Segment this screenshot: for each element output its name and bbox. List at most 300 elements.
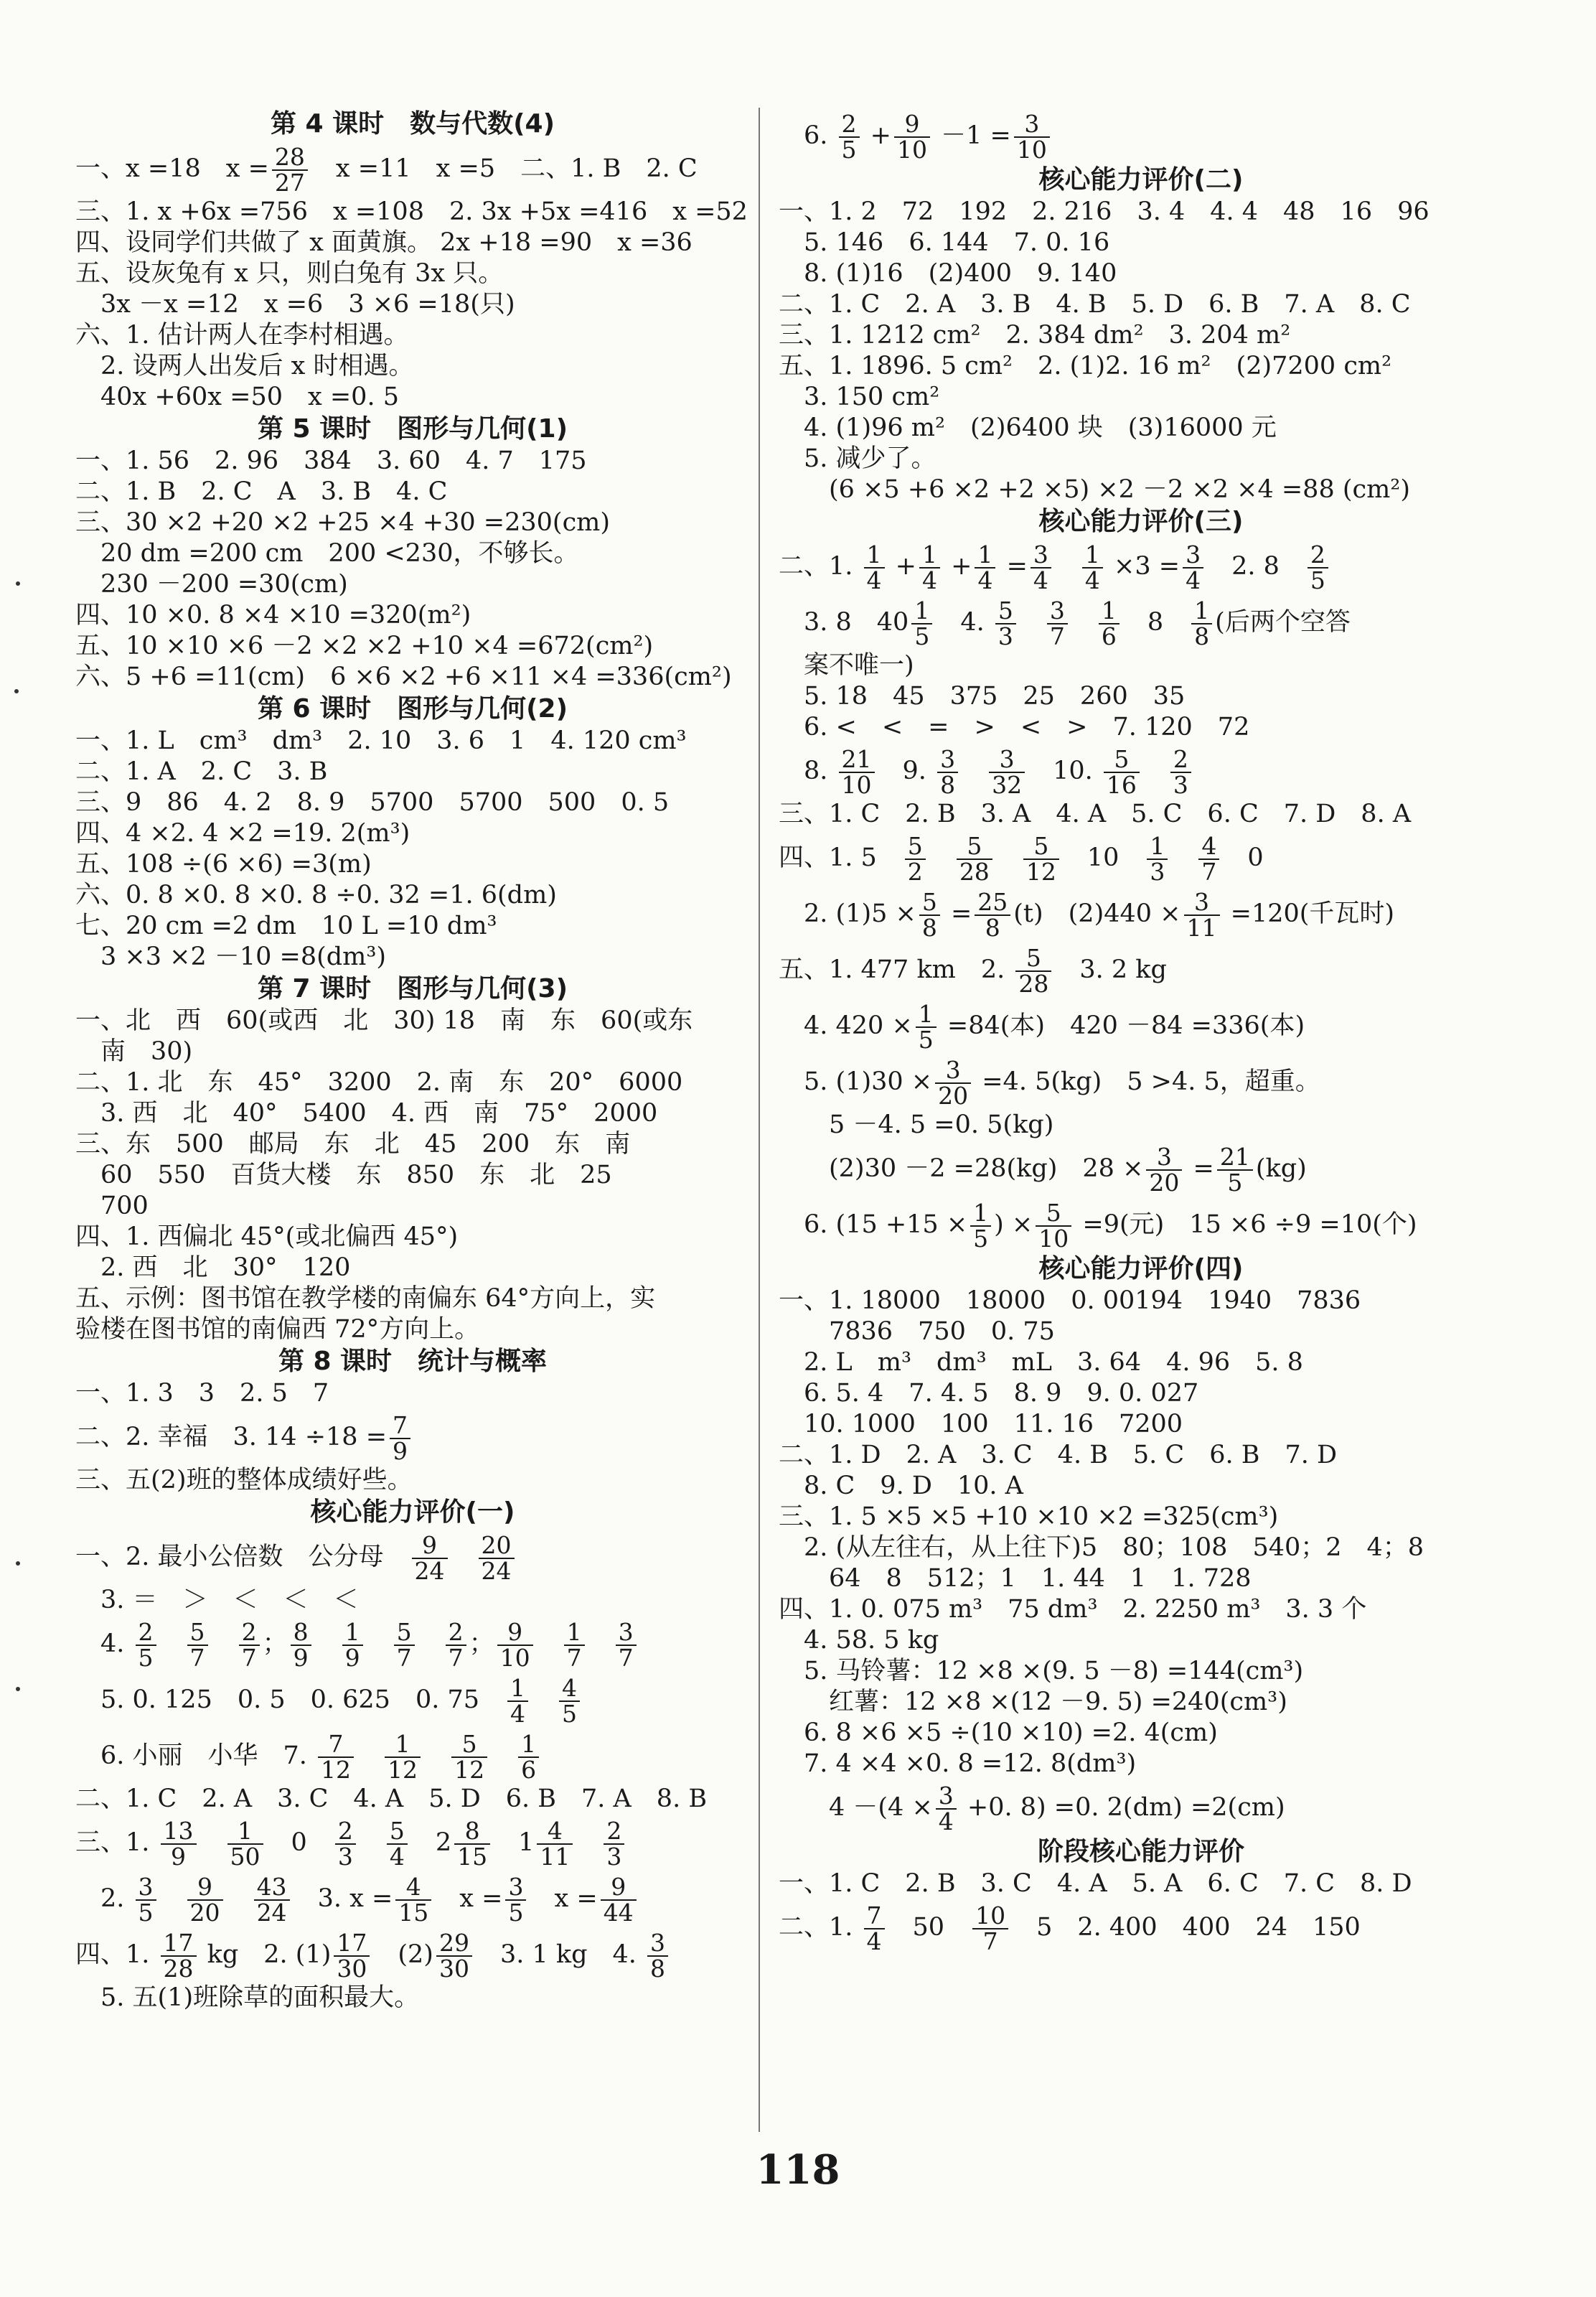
answer-text	[576, 1828, 601, 1857]
answer-text: =120(千瓦时)	[1222, 899, 1395, 928]
fraction-denominator: 28	[163, 1954, 194, 1983]
answer-text: 3. 8 40	[779, 608, 909, 637]
fraction-denominator: 28	[1018, 969, 1049, 998]
answer-line	[75, 1815, 750, 1871]
fraction-numerator: 9	[601, 1875, 637, 1901]
answer-line	[779, 799, 1503, 830]
fraction-numerator: 9	[187, 1875, 223, 1901]
fraction-numerator: 3	[1014, 112, 1050, 138]
fraction-denominator: 11	[1186, 913, 1217, 942]
fraction-denominator: 7	[1201, 857, 1217, 886]
answer-text: 7836 750 0. 75	[779, 1317, 1055, 1346]
fraction	[390, 1413, 410, 1464]
answer-text	[1142, 757, 1168, 785]
answer-text	[418, 1629, 443, 1658]
fraction	[911, 596, 932, 650]
fraction	[335, 1816, 356, 1871]
answer-text: 6. 5. 4 7. 4. 5 8. 9 9. 0. 027	[779, 1379, 1199, 1408]
fraction-denominator: 8	[1194, 622, 1210, 650]
fraction-denominator: 4	[866, 566, 882, 594]
fraction	[864, 540, 885, 594]
fraction-denominator: 8	[921, 913, 937, 942]
answer-text: 二、1.	[779, 1913, 861, 1942]
answer-text: 6. 小丽 小华 7.	[75, 1741, 316, 1770]
answer-line	[779, 1779, 1503, 1835]
answer-line	[779, 712, 1503, 743]
fraction-denominator: 50	[230, 1842, 260, 1871]
answer-line	[779, 1316, 1503, 1347]
section-heading: 第 6 课时 图形与几何(2)	[257, 694, 568, 724]
fraction-numerator: 4	[1198, 834, 1219, 860]
answer-line	[779, 382, 1503, 413]
fraction-denominator: 20	[938, 1081, 969, 1110]
answer-line	[75, 320, 750, 351]
fraction-numerator: 2	[446, 1620, 466, 1646]
answer-text: ；	[262, 1629, 288, 1658]
fraction	[970, 1198, 991, 1253]
answer-text: 一、1. 2 72 192 2. 216 3. 4 4. 4 48 16 96	[779, 197, 1430, 226]
fraction	[497, 1617, 533, 1672]
answer-text: 7. 4 ×4 ×0. 8 =12. 8(dm³)	[779, 1749, 1137, 1778]
left-column	[75, 108, 750, 2013]
answer-text: 二、1.	[779, 552, 861, 581]
fraction-denominator: 5	[562, 1699, 578, 1728]
fraction-denominator: 44	[603, 1898, 634, 1927]
fraction	[647, 1928, 668, 1983]
fraction-denominator: 7	[241, 1643, 257, 1672]
section-heading: 核心能力评价(三)	[1038, 507, 1244, 536]
answer-text: 8. (1)16 (2)400 9. 140	[779, 259, 1117, 288]
fraction	[935, 1055, 971, 1110]
answer-text: 四、1. 5	[779, 843, 902, 872]
answer-text: +	[942, 552, 972, 581]
answer-text: 0	[266, 1828, 332, 1857]
fraction-numerator: 3	[136, 1875, 156, 1901]
fraction-denominator: 9	[344, 1643, 360, 1672]
answer-line	[779, 650, 1503, 681]
answer-line	[779, 1687, 1503, 1718]
answer-line	[779, 743, 1503, 799]
fraction-numerator: 3	[1047, 599, 1068, 624]
fraction-denominator: 3	[1150, 857, 1165, 886]
answer-text: －1 =	[932, 121, 1011, 150]
answer-line	[779, 1749, 1503, 1779]
page-number: 118	[756, 2146, 840, 2194]
fraction	[454, 1816, 490, 1871]
answer-text: 七、20 cm =2 dm 10 L =10 dm³	[75, 912, 497, 940]
fraction-denominator: 7	[618, 1643, 634, 1672]
answer-line	[779, 538, 1503, 594]
answer-line	[779, 1533, 1503, 1563]
fraction-numerator: 2	[335, 1819, 356, 1845]
answer-text	[211, 1629, 236, 1658]
fraction	[972, 1901, 1008, 1955]
answer-text: 5 2. 400 400 24 150	[1011, 1913, 1361, 1942]
answer-text: ) ×	[994, 1210, 1033, 1239]
answer-text	[1019, 608, 1044, 637]
answer-line	[779, 1378, 1503, 1409]
fraction-numerator: 10	[972, 1904, 1008, 1929]
answer-text: 红薯：12 ×8 ×(12 －9. 5) =240(cm³)	[779, 1688, 1287, 1716]
answer-line	[75, 1728, 750, 1784]
fraction-numerator: 3	[1031, 543, 1051, 569]
fraction-numerator: 21	[1217, 1145, 1253, 1171]
fraction	[1183, 540, 1203, 594]
answer-line	[75, 849, 750, 880]
answer-text	[1054, 552, 1079, 581]
answer-line	[779, 1347, 1503, 1378]
answer-line	[75, 1927, 750, 1983]
fraction-numerator: 9	[497, 1620, 533, 1646]
answer-text: 60 550 百货大楼 东 850 东 北 25	[75, 1161, 612, 1189]
answer-line	[779, 1899, 1503, 1955]
answer-line	[75, 1784, 750, 1815]
answer-text: 2.	[75, 1884, 133, 1913]
answer-line	[75, 726, 750, 757]
fraction-denominator: 5	[138, 1643, 154, 1672]
fraction-denominator: 24	[256, 1898, 287, 1927]
answer-text: 5. 0. 125 0. 5 0. 625 0. 75	[75, 1685, 505, 1714]
fraction	[436, 1928, 472, 1983]
fraction-denominator: 16	[1106, 770, 1137, 799]
answer-line	[75, 1006, 750, 1037]
answer-text: 5. 18 45 375 25 260 35	[779, 682, 1186, 711]
answer-line	[75, 228, 750, 258]
fraction-numerator: 28	[272, 145, 308, 171]
answer-line	[779, 1440, 1503, 1471]
fraction	[839, 109, 860, 164]
answer-text: 五、示例：图书馆在教学楼的南偏东 64°方向上，实	[75, 1284, 656, 1313]
fraction-numerator: 5	[1036, 1201, 1071, 1227]
answer-line	[779, 681, 1503, 712]
answer-text: 五、1. 477 km 2.	[779, 955, 1013, 984]
answer-text: 10.	[1028, 757, 1101, 785]
answer-text: 二、1. D 2. A 3. C 4. B 5. C 6. B 7. D	[779, 1441, 1338, 1469]
fraction-denominator: 10	[1016, 135, 1047, 164]
fraction-denominator: 32	[992, 770, 1023, 799]
answer-text: 6. (15 +15 ×	[779, 1210, 968, 1239]
fraction-denominator: 24	[414, 1556, 445, 1585]
answer-text: 3. 150 cm²	[779, 383, 940, 411]
fraction-numerator: 1	[864, 543, 885, 569]
answer-text	[1170, 843, 1196, 872]
fraction	[1308, 540, 1328, 594]
answer-text: 四、1. 西偏北 45°(或北偏西 45°)	[75, 1222, 459, 1251]
answer-text: ×3 =	[1105, 552, 1180, 581]
fraction-numerator: 3	[616, 1620, 637, 1646]
answer-line	[779, 444, 1503, 474]
answer-line	[779, 1563, 1503, 1594]
fraction-numerator: 29	[436, 1931, 472, 1957]
fraction	[1014, 109, 1050, 164]
fraction-denominator: 5	[914, 622, 930, 650]
fraction-denominator: 12	[454, 1755, 485, 1784]
fraction-denominator: 10	[896, 135, 927, 164]
answer-text: 一、1. 18000 18000 0. 00194 1940 7836	[779, 1286, 1361, 1315]
answer-text: 8. C 9. D 10. A	[779, 1472, 1023, 1500]
answer-line	[75, 757, 750, 787]
fraction-denominator: 8	[940, 770, 956, 799]
fraction	[272, 142, 308, 197]
fraction	[559, 1673, 580, 1728]
answer-line	[75, 1222, 750, 1253]
answer-line	[779, 1594, 1503, 1625]
fraction-numerator: 3	[1183, 543, 1203, 569]
fraction-numerator: 5	[187, 1620, 208, 1646]
fraction	[239, 1617, 260, 1672]
answer-text: 10. 1000 100 11. 16 7200	[779, 1410, 1183, 1438]
fraction-denominator: 2	[907, 857, 923, 886]
fraction-denominator: 7	[1049, 622, 1065, 650]
fraction-denominator: 7	[189, 1643, 205, 1672]
answer-line	[779, 413, 1503, 444]
answer-line	[779, 942, 1503, 998]
fraction-denominator: 5	[1227, 1168, 1243, 1197]
answer-text: 三、1. 5 ×5 ×5 +10 ×10 ×2 =325(cm³)	[779, 1502, 1279, 1531]
answer-line	[75, 258, 750, 289]
answer-line	[779, 320, 1503, 351]
fraction-denominator: 15	[457, 1842, 488, 1871]
fraction	[136, 1617, 156, 1672]
answer-line	[779, 594, 1503, 650]
answer-text: =	[1185, 1154, 1214, 1183]
answer-text: kg 2. (1)	[199, 1940, 332, 1969]
answer-text: 2. (1)5 ×	[779, 899, 916, 928]
fraction	[905, 831, 926, 886]
fraction-denominator: 4	[977, 566, 993, 594]
answer-text	[366, 1629, 391, 1658]
answer-line	[75, 942, 750, 973]
answer-line	[75, 1129, 750, 1160]
answer-text: 验楼在图书馆的南偏西 72°方向上。	[75, 1315, 480, 1344]
answer-text: 三、1. 1212 cm² 2. 384 dm² 3. 204 m²	[779, 321, 1291, 350]
fraction-numerator: 5	[394, 1620, 415, 1646]
fraction-numerator: 5	[905, 834, 926, 860]
fraction-numerator: 4	[395, 1875, 431, 1901]
answer-text: 3. 2 kg	[1054, 955, 1167, 984]
answer-line	[75, 1160, 750, 1191]
answer-text: 4. 420 ×	[779, 1011, 913, 1040]
answer-text	[159, 1884, 184, 1913]
answer-text: 六、1. 估计两人在李村相遇。	[75, 321, 409, 350]
fraction	[161, 1816, 197, 1871]
answer-line	[779, 197, 1503, 228]
answer-line	[75, 382, 750, 413]
answer-text: 五、设灰兔有 x 只，则白兔有 3x 只。	[75, 259, 504, 288]
scan-speck	[16, 1561, 20, 1566]
answer-line	[779, 830, 1503, 886]
fraction	[395, 1872, 431, 1927]
answer-line	[75, 880, 750, 911]
fraction-denominator: 5	[1310, 566, 1325, 594]
fraction	[995, 596, 1016, 650]
answer-line	[779, 1718, 1503, 1749]
answer-text: (2)	[372, 1940, 433, 1969]
answer-text: 4 －(4 ×	[779, 1793, 933, 1822]
fraction-numerator: 20	[479, 1533, 515, 1559]
answer-text: 64 8 512；1 1. 44 1 1. 728	[779, 1564, 1252, 1593]
answer-line	[75, 818, 750, 849]
fraction-denominator: 5	[138, 1898, 154, 1927]
answer-text: 2. (从左往右，从上往下)5 80；108 540；2 4；8	[779, 1533, 1424, 1562]
answer-text: 一、2. 最小公倍数 公分母	[75, 1543, 409, 1571]
answer-text: 五、10 ×10 ×6 －2 ×2 ×2 +10 ×4 =672(cm²)	[75, 632, 654, 660]
fraction-numerator: 7	[390, 1413, 410, 1439]
answer-text	[929, 843, 954, 872]
answer-line	[75, 600, 750, 631]
fraction	[601, 1872, 637, 1927]
fraction-numerator: 5	[387, 1819, 408, 1845]
answer-text: 三、1.	[75, 1828, 158, 1857]
fraction-numerator: 5	[1015, 946, 1051, 972]
answer-text: 五、108 ÷(6 ×6) =3(m)	[75, 850, 372, 879]
answer-text: 50	[887, 1913, 970, 1942]
answer-text: 三、五(2)班的整体成绩好些。	[75, 1466, 413, 1494]
answer-line	[779, 1141, 1503, 1197]
fraction	[1099, 596, 1119, 650]
fraction	[227, 1816, 263, 1871]
fraction	[957, 831, 992, 886]
answer-line	[779, 1502, 1503, 1533]
fraction	[1217, 1142, 1253, 1197]
fraction-numerator: 1	[911, 599, 932, 624]
answer-text: 3. ＝ ＞ ＜ ＜ ＜	[75, 1586, 359, 1614]
fraction-numerator: 1	[342, 1620, 363, 1646]
fraction-numerator: 43	[254, 1875, 290, 1901]
fraction	[1198, 831, 1219, 886]
answer-text: =9(元) 15 ×6 ÷9 =10(个)	[1074, 1210, 1417, 1239]
answer-line	[779, 1471, 1503, 1502]
fraction-denominator: 6	[1101, 622, 1117, 650]
fraction-denominator: 10	[499, 1643, 530, 1672]
fraction-numerator: 17	[334, 1931, 370, 1957]
scan-speck	[14, 689, 19, 693]
answer-text: 四、1.	[75, 1940, 158, 1969]
fraction-numerator: 1	[564, 1620, 585, 1646]
fraction-numerator: 9	[894, 112, 930, 138]
fraction	[385, 1729, 421, 1784]
answer-text: 一、1. 56 2. 96 384 3. 60 4. 7 175	[75, 446, 587, 475]
answer-text: (后两个空答	[1215, 608, 1351, 637]
fraction-denominator: 4	[938, 1807, 954, 1835]
answer-text	[226, 1884, 251, 1913]
fraction-denominator: 12	[321, 1755, 352, 1784]
fraction-denominator: 10	[841, 770, 872, 799]
answer-text: (kg)	[1255, 1154, 1307, 1183]
section-heading: 核心能力评价(四)	[1038, 1254, 1244, 1283]
fraction	[919, 887, 940, 942]
answer-text: 1	[493, 1828, 535, 1857]
fraction-denominator: 4	[1033, 566, 1048, 594]
answer-text: 3. 西 北 40° 5400 4. 西 南 75° 2000	[75, 1099, 658, 1128]
scan-speck	[16, 1687, 20, 1691]
fraction-denominator: 27	[274, 168, 305, 197]
answer-line	[779, 108, 1503, 164]
fraction-numerator: 7	[318, 1732, 354, 1758]
answer-line	[75, 1378, 750, 1409]
answer-line	[779, 1656, 1503, 1687]
answer-text: ；	[469, 1629, 494, 1658]
fraction-denominator: 9	[393, 1436, 408, 1465]
answer-text: =4. 5(kg) 5 >4. 5，超重。	[974, 1067, 1320, 1096]
fraction	[975, 887, 1010, 942]
fraction-denominator: 3	[337, 1842, 353, 1871]
answer-line	[779, 998, 1503, 1054]
fraction-numerator: 5	[957, 834, 992, 860]
fraction-numerator: 3	[937, 747, 958, 773]
fraction	[894, 109, 930, 164]
fraction-denominator: 6	[521, 1755, 537, 1784]
fraction	[919, 540, 940, 594]
fraction-numerator: 25	[975, 890, 1010, 916]
answer-line	[75, 1983, 750, 2013]
answer-text: (6 ×5 +6 ×2 +2 ×5) ×2 －2 ×2 ×4 =88 (cm²)	[779, 475, 1410, 504]
fraction-denominator: 9	[293, 1643, 309, 1672]
fraction	[937, 744, 958, 799]
answer-text: x =11 x =5 二、1. B 2. C	[310, 154, 698, 183]
scan-speck	[16, 581, 20, 586]
answer-text	[995, 843, 1020, 872]
fraction-numerator: 5	[919, 890, 940, 916]
fraction-numerator: 1	[919, 543, 940, 569]
section-heading: 第 4 课时 数与代数(4)	[270, 109, 555, 139]
answer-text: 20 dm =200 cm 200 <230，不够长。	[75, 539, 579, 568]
answer-text	[159, 1629, 184, 1658]
answer-line	[75, 1529, 750, 1585]
answer-line	[75, 1253, 750, 1283]
answer-text: 二、1. 北 东 45° 3200 2. 南 东 20° 6000	[75, 1068, 683, 1097]
fraction-denominator: 8	[650, 1954, 665, 1983]
answer-text: 5. (1)30 ×	[779, 1067, 933, 1096]
answer-text: =	[942, 899, 972, 928]
fraction-numerator: 1	[227, 1819, 263, 1845]
answer-text	[314, 1629, 339, 1658]
answer-text: 一、1. L cm³ dm³ 2. 10 3. 6 1 4. 120 cm³	[75, 726, 687, 755]
answer-text	[531, 1685, 556, 1714]
answer-text: 3. 1 kg 4.	[474, 1940, 644, 1969]
fraction-denominator: 11	[540, 1842, 571, 1871]
fraction	[975, 540, 995, 594]
fraction-denominator: 10	[1038, 1224, 1069, 1253]
answer-text: +	[887, 552, 916, 581]
answer-text: 2. 8	[1206, 552, 1305, 581]
answer-text	[961, 757, 986, 785]
fraction-denominator: 5	[508, 1898, 524, 1927]
answer-line	[75, 538, 750, 569]
fraction	[136, 1872, 156, 1927]
fraction	[479, 1530, 515, 1585]
answer-text: =84(本) 420 －84 =336(本)	[939, 1011, 1305, 1040]
fraction-numerator: 4	[537, 1819, 573, 1845]
fraction-numerator: 2	[239, 1620, 260, 1646]
fraction-numerator: 2	[839, 112, 860, 138]
answer-text	[423, 1741, 449, 1770]
answer-text	[451, 1543, 476, 1571]
answer-text: 3 ×3 ×2 －10 =8(dm³)	[75, 942, 387, 971]
fraction-numerator: 9	[412, 1533, 448, 1559]
answer-line	[779, 1286, 1503, 1316]
fraction	[1082, 540, 1103, 594]
fraction	[839, 744, 875, 799]
answer-text: 一、1. C 2. B 3. C 4. A 5. A 6. C 7. C 8. D	[779, 1869, 1412, 1898]
fraction-denominator: 15	[398, 1898, 429, 1927]
fraction-numerator: 8	[291, 1620, 311, 1646]
answer-text: 3. x =	[292, 1884, 393, 1913]
answer-text: 5. 马铃薯：12 ×8 ×(9. 5 －8) =144(cm³)	[779, 1657, 1304, 1685]
fraction-denominator: 5	[841, 135, 857, 164]
answer-line	[779, 258, 1503, 289]
fraction	[446, 1617, 466, 1672]
